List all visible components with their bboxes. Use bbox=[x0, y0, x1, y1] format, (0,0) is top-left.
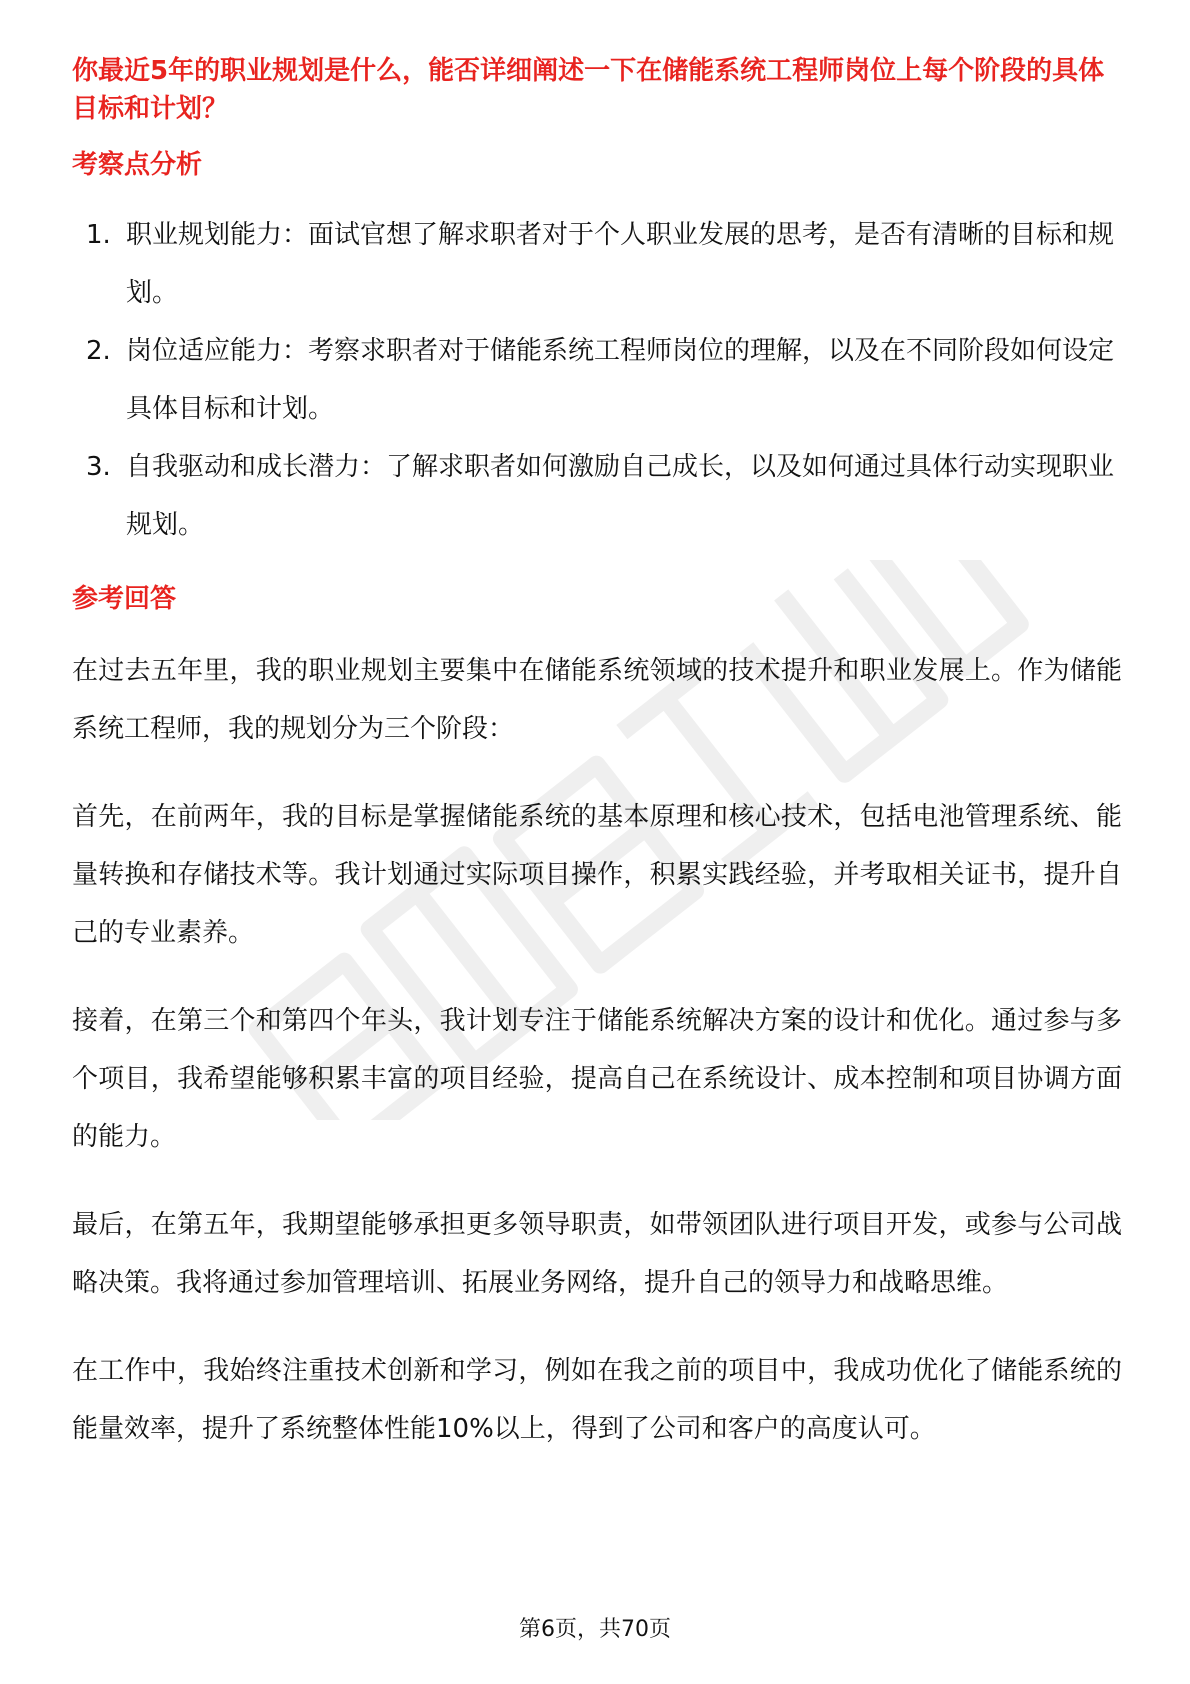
answer-paragraph: 在过去五年里，我的职业规划主要集中在储能系统领域的技术提升和职业发展上。作为储能系统工程师，我的规划分为三个阶段： bbox=[72, 656, 1122, 744]
analysis-points-list bbox=[72, 206, 1122, 554]
point-text: 岗位适应能力：考察求职者对于储能系统工程师岗位的理解，以及在不同阶段如何设定具体目标和计划。 bbox=[126, 336, 1115, 424]
page-number-footer: 第6页，共70页 bbox=[519, 1617, 671, 1642]
answer-paragraph: 首先，在前两年，我的目标是掌握储能系统的基本原理和核心技术，包括电池管理系统、能量转换和存储技术等。我计划通过实际项目操作，积累实践经验，并考取相关证书，提升自己的专业素养。 bbox=[72, 802, 1122, 948]
answer-paragraph: 在工作中，我始终注重技术创新和学习，例如在我之前的项目中，我成功优化了储能系统的能量效率，提升了系统整体性能10%以上，得到了公司和客户的高度认可。 bbox=[72, 1356, 1122, 1444]
analysis-point bbox=[72, 438, 1122, 554]
answer-paragraph: 接着，在第三个和第四个年头，我计划专注于储能系统解决方案的设计和优化。通过参与多个项目，我希望能够积累丰富的项目经验，提高自己在系统设计、成本控制和项目协调方面的能力。 bbox=[72, 1006, 1122, 1152]
point-number: 1. bbox=[86, 220, 111, 250]
answer-section-title: 参考回答 bbox=[72, 584, 177, 614]
analysis-point bbox=[72, 206, 1122, 322]
question-heading: 你最近5年的职业规划是什么，能否详细阐述一下在储能系统工程师岗位上每个阶段的具体目标和计划？ bbox=[72, 56, 1105, 124]
point-text: 自我驱动和成长潜力：了解求职者如何激励自己成长，以及如何通过具体行动实现职业规划。 bbox=[126, 452, 1115, 540]
point-number: 3. bbox=[86, 452, 111, 482]
analysis-section-title: 考察点分析 bbox=[72, 150, 203, 180]
answer-paragraph: 最后，在第五年，我期望能够承担更多领导职责，如带领团队进行项目开发，或参与公司战略决策。我将通过参加管理培训、拓展业务网络，提升自己的领导力和战略思维。 bbox=[72, 1210, 1122, 1298]
point-number: 2. bbox=[86, 336, 111, 366]
document-page bbox=[72, 52, 1122, 1458]
point-text: 职业规划能力：面试官想了解求职者对于个人职业发展的思考，是否有清晰的目标和规划。 bbox=[126, 220, 1115, 308]
analysis-point bbox=[72, 322, 1122, 438]
